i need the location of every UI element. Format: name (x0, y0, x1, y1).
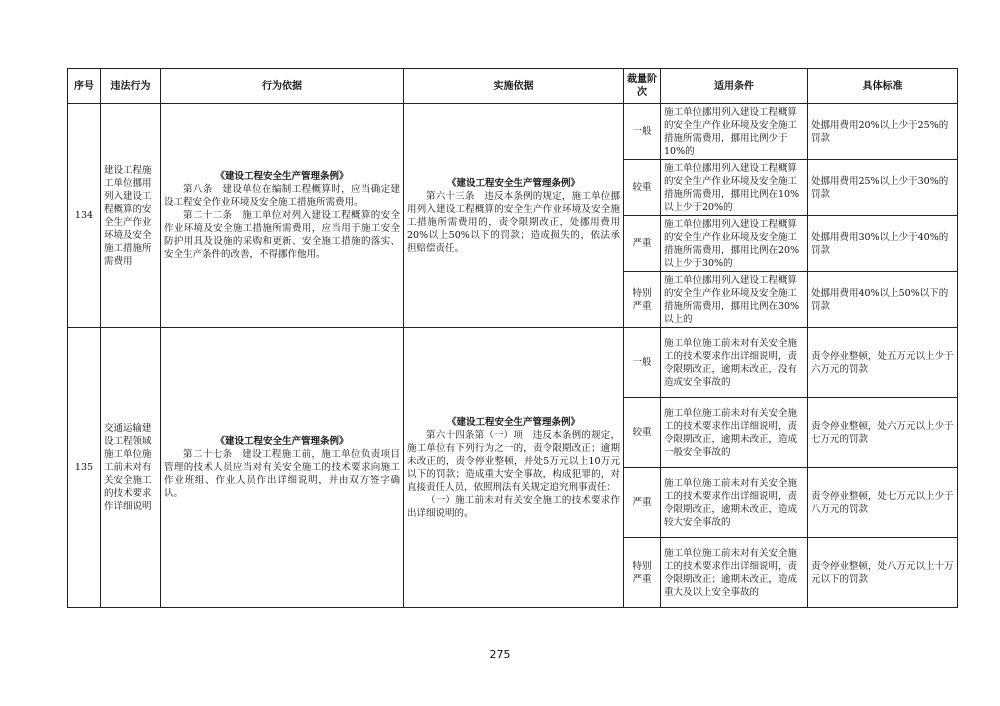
tier-standard: 责令停业整顿，处七万元以上少于八万元的罚款 (808, 468, 958, 538)
header-num: 序号 (68, 69, 101, 104)
discretion-table (67, 68, 958, 608)
tier-condition: 施工单位挪用列入建设工程概算的安全生产作业环境及安全施工措施所需费用，挪用比例在10%以上少于20%的 (661, 160, 808, 216)
tier-level: 较重 (624, 398, 661, 468)
tier-condition: 施工单位施工前未对有关安全施工的技术要求作出详细说明，责令限期改正，逾期未改正，没有造成安全事故的 (661, 328, 808, 398)
basis-article: 第二十七条 建设工程施工前，施工单位负责项目管理的技术人员应当对有关安全施工的技术要求向施工作业班组、作业人员作出详细说明，并由双方签字确认。 (164, 449, 400, 499)
basis-article: 第二十二条 施工单位对列入建设工程概算的安全作业环境及安全施工措施所需费用，应当用于施工安全防护用具及设施的采购和更新、安全施工措施的落实、安全生产条件的改善，不得挪作他用。 (164, 210, 400, 260)
impl-title: 《建设工程安全生产管理条例》 (446, 416, 580, 428)
basis-article: 第八条 建设单位在编制工程概算时，应当确定建设工程安全作业环境及安全施工措施所需费用。 (164, 184, 400, 208)
impl-article: 第六十四条第（一）项 违反本条例的规定，施工单位有下列行为之一的，责令限期改正；逾期未改正的，责令停业整顿，并处5万元以上10万元以下的罚款；造成重大安全事故，构成犯罪的，对直接责任人员，依照刑法有关规定追究刑事责任： (407, 429, 620, 493)
implementation-basis (404, 328, 624, 608)
tier-level: 严重 (624, 216, 661, 272)
header-act: 违法行为 (101, 69, 161, 104)
tier-standard: 责令停业整顿，处五万元以上少于六万元的罚款 (808, 328, 958, 398)
row-number: 135 (68, 328, 101, 608)
tier-standard: 处挪用费用25%以上少于30%的罚款 (808, 160, 958, 216)
impl-title: 《建设工程安全生产管理条例》 (446, 177, 580, 189)
header-cond: 适用条件 (661, 69, 808, 104)
table-row (68, 104, 958, 160)
tier-standard: 责令停业整顿，处六万元以上少于七万元的罚款 (808, 398, 958, 468)
table-header-row (68, 69, 958, 104)
header-basis: 行为依据 (161, 69, 404, 104)
basis-title: 《建设工程安全生产管理条例》 (215, 171, 349, 182)
legal-basis (161, 104, 404, 328)
legal-basis (161, 328, 404, 608)
tier-level: 特别严重 (624, 538, 661, 608)
tier-level: 较重 (624, 160, 661, 216)
tier-standard: 处挪用费用40%以上50%以下的罚款 (808, 272, 958, 328)
tier-condition: 施工单位施工前未对有关安全施工的技术要求作出详细说明，责令限期改正，逾期未改正，造成一般安全事故的 (661, 398, 808, 468)
header-level: 裁量阶次 (624, 69, 661, 104)
tier-condition: 施工单位施工前未对有关安全施工的技术要求作出详细说明，责令限期改正；逾期未改正，造成重大及以上安全事故的 (661, 538, 808, 608)
tier-condition: 施工单位挪用列入建设工程概算的安全生产作业环境及安全施工措施所需费用，挪用比例少于10%的 (661, 104, 808, 160)
tier-condition: 施工单位挪用列入建设工程概算的安全生产作业环境及安全施工措施所需费用，挪用比例在30%以上的 (661, 272, 808, 328)
impl-article: 第六十三条 违反本条例的规定，施工单位挪用列入建设工程概算的安全生产作业环境及安全施工措施所需费用的，责令限期改正，处挪用费用20%以上50%以下的罚款；造成损失的，依法承担赔偿责任。 (407, 190, 620, 254)
tier-level: 严重 (624, 468, 661, 538)
tier-standard: 责令停业整顿，处八万元以上十万元以下的罚款 (808, 538, 958, 608)
implementation-basis (404, 104, 624, 328)
violation-act: 交通运输建设工程领域施工单位施工前未对有关安全施工的技术要求作详细说明 (101, 328, 161, 608)
tier-standard: 处挪用费用30%以上少于40%的罚款 (808, 216, 958, 272)
header-impl: 实施依据 (404, 69, 624, 104)
tier-condition: 施工单位挪用列入建设工程概算的安全生产作业环境及安全施工措施所需费用，挪用比例在20%以上少于30%的 (661, 216, 808, 272)
violation-act: 建设工程施工单位挪用列入建设工程概算的安全生产作业环境及安全施工措施所需费用 (101, 104, 161, 328)
tier-level: 特别严重 (624, 272, 661, 328)
tier-level: 一般 (624, 328, 661, 398)
row-number: 134 (68, 104, 101, 328)
tier-standard: 处挪用费用20%以上少于25%的罚款 (808, 104, 958, 160)
page-number: 275 (489, 648, 511, 661)
table-row (68, 328, 958, 398)
tier-condition: 施工单位施工前未对有关安全施工的技术要求作出详细说明，责令限期改正，逾期未改正，造成较大安全事故的 (661, 468, 808, 538)
basis-title: 《建设工程安全生产管理条例》 (215, 436, 349, 447)
impl-article: （一）施工前未对有关安全施工的技术要求作出详细说明的。 (407, 494, 620, 519)
header-std: 具体标准 (808, 69, 958, 104)
tier-level: 一般 (624, 104, 661, 160)
